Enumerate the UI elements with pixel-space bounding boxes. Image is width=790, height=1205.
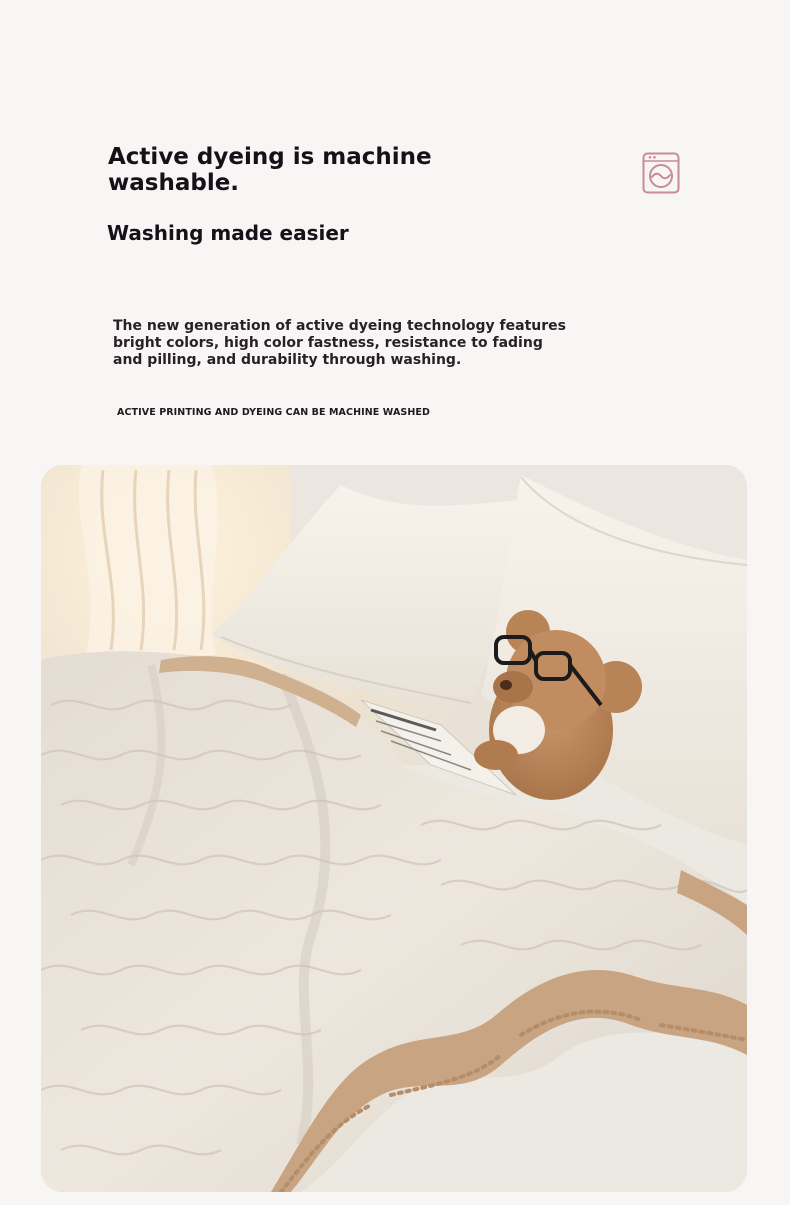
- product-photo: [41, 465, 747, 1192]
- headline: Active dyeing is machine washable.: [108, 144, 432, 196]
- subheadline: Washing made easier: [107, 221, 349, 245]
- washing-machine-icon: [642, 152, 680, 194]
- caption: ACTIVE PRINTING AND DYEING CAN BE MACHINE WASHED: [117, 407, 430, 418]
- description: The new generation of active dyeing technology features bright colors, high color fastness, resistance to fading and pilling, and durability through washing.: [113, 318, 566, 368]
